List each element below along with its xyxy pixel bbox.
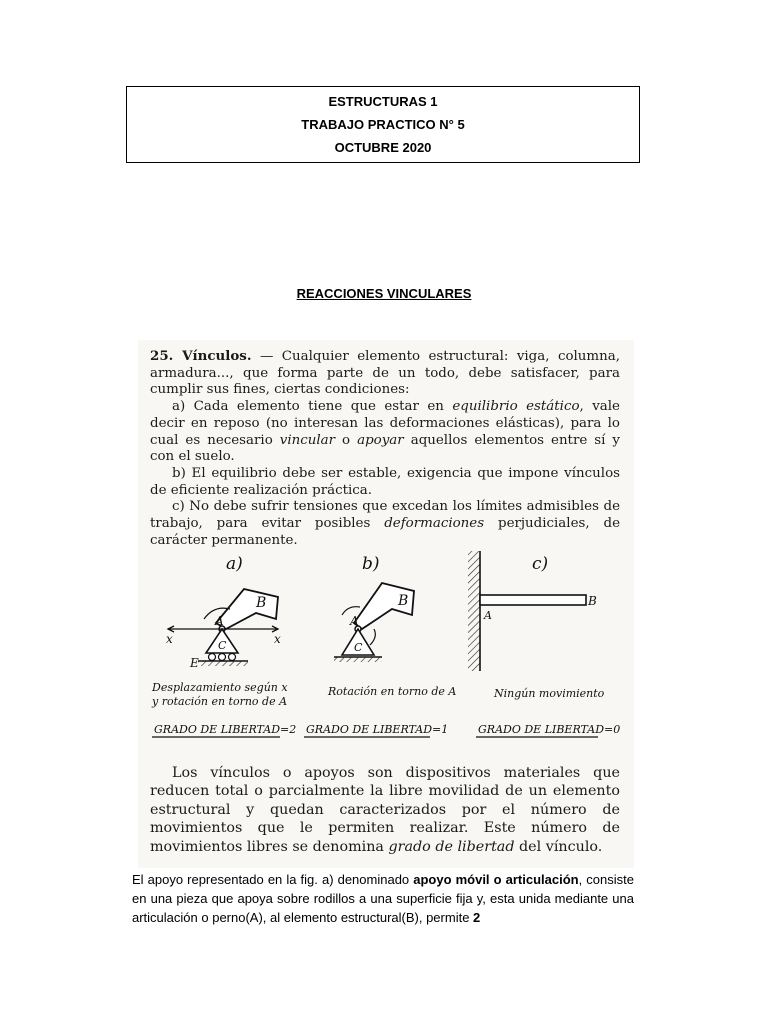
dof-b: GRADO DE LIBERTAD=1 — [306, 723, 449, 736]
body-bold-1: apoyo móvil o articulación — [413, 872, 579, 887]
caption-a-line2: y rotación en torno de A — [152, 695, 288, 708]
definition-text: Los vínculos o apoyos son dispositivos materiales que reducen total o parcialmente la libre movilidad de un elemento estructural y quedan caracterizados por el número de movimientos que le permiten realizar. Este número de movimientos libres se denomina — [150, 765, 620, 855]
date-label: OCTUBRE 2020 — [334, 139, 432, 155]
item-a-text-2: , vale decir en reposo (no interesan las deformaciones elásticas), para lo cual es necesario — [150, 399, 620, 448]
caption-a-line1: Desplazamiento según x — [152, 681, 288, 694]
header-box — [126, 86, 640, 163]
dof-c: GRADO DE LIBERTAD=0 — [478, 723, 621, 736]
scan-heading: 25. Vínculos. — [150, 348, 252, 364]
item-c-emphasis: deformaciones — [384, 516, 485, 532]
label-b: b) — [362, 554, 380, 574]
point-c-b: C — [354, 641, 363, 654]
item-a-emphasis-3: apoyar — [357, 432, 404, 448]
item-a-emphasis-2: vincular — [279, 432, 336, 448]
axis-x-right: x — [274, 632, 281, 646]
point-a-a: A — [215, 614, 224, 628]
item-a-text-4: aquellos elementos entre sí y con el suelo. — [150, 432, 620, 465]
point-b-a: B — [256, 595, 267, 611]
item-a-text: a) Cada elemento tiene que estar en — [172, 399, 453, 415]
dof-a: GRADO DE LIBERTAD=2 — [154, 723, 297, 736]
scan-paragraph-2 — [150, 764, 620, 856]
scanned-excerpt — [138, 340, 634, 868]
intro-text: — Cualquier elemento estructural: viga, columna, armadura..., que forma parte de un todo, debe satisfacer, para cumplir sus fines, ciertas condiciones: — [150, 349, 620, 398]
item-a-emphasis-1: equilibrio estático — [452, 399, 580, 415]
label-a: a) — [226, 554, 243, 574]
caption-c: Ningún movimiento — [494, 687, 605, 700]
item-b: b) El equilibrio debe ser estable, exigencia que impone vínculos de eficiente realización práctica. — [150, 465, 620, 498]
definition-emphasis: grado de libertad — [388, 838, 515, 855]
assignment-title: TRABAJO PRACTICO N° 5 — [301, 116, 465, 132]
intro-paragraph — [150, 348, 620, 399]
point-a-c: A — [484, 609, 492, 622]
course-title: ESTRUCTURAS 1 — [328, 93, 438, 109]
point-c-a: C — [218, 639, 227, 652]
item-a-text-3: o — [335, 432, 358, 448]
item-c — [150, 499, 620, 549]
caption-b: Rotación en torno de A — [328, 685, 457, 698]
point-a-b: A — [350, 614, 359, 628]
item-a — [150, 399, 620, 466]
definition-paragraph — [150, 764, 620, 856]
body-bold-2: 2 — [473, 910, 481, 925]
point-e-a: E — [190, 656, 199, 670]
axis-x-left: x — [166, 632, 173, 646]
label-c: c) — [532, 554, 549, 574]
body-text-2: , consiste en una pieza que apoya sobre rodillos a una superficie fija y, esta unida mediante una articulación o perno(A), al elemento estructural(B), permite — [132, 872, 634, 925]
scan-paragraph-1 — [150, 348, 620, 549]
item-c-text: c) No debe sufrir tensiones que excedan los límites admisibles de trabajo, para evitar posibles — [150, 499, 620, 532]
supports-figure — [138, 545, 634, 745]
section-title: REACCIONES VINCULARES — [296, 286, 472, 301]
definition-text-2: del vínculo. — [514, 838, 603, 855]
item-c-text-2: perjudiciales, de carácter permanente. — [150, 516, 620, 548]
body-text-1: El apoyo representado en la fig. a) denominado — [132, 872, 414, 887]
body-paragraph — [132, 870, 634, 927]
point-b-b: B — [398, 593, 409, 609]
point-b-c: B — [588, 594, 597, 608]
